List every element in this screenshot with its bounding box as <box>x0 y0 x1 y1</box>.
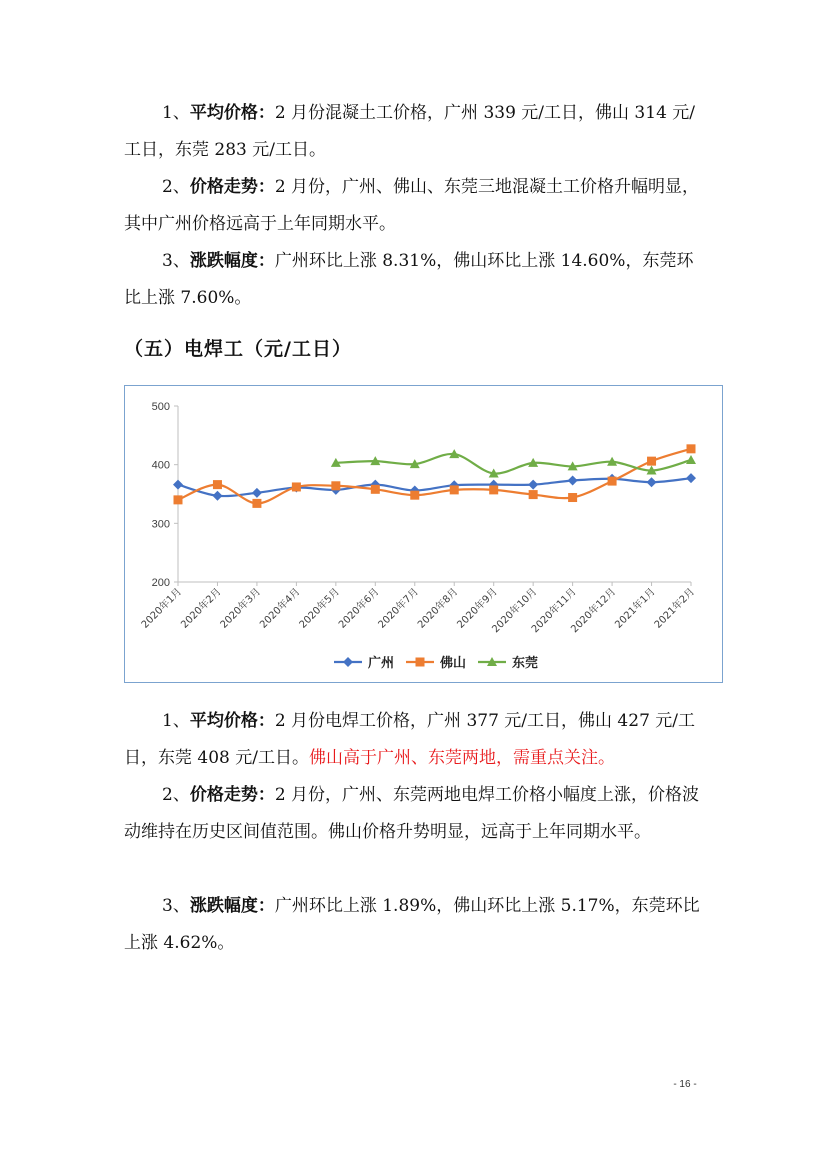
bold-label: 价格走势： <box>189 177 275 197</box>
y-tick-label: 400 <box>151 459 170 472</box>
data-point <box>568 476 578 486</box>
data-point <box>173 480 183 490</box>
bold-label: 价格走势： <box>189 785 275 805</box>
legend-marker <box>343 657 353 667</box>
paragraph-text: 2 月份混凝土工价格，广州 339 元/工日，佛山 314 元/工日，东莞 283 元/工日。 <box>124 103 696 160</box>
section-heading-welder: （五）电焊工（元/工日） <box>124 338 352 360</box>
data-point <box>450 485 459 494</box>
x-tick-label: 2020年2月 <box>179 586 224 631</box>
bold-label: 平均价格： <box>189 711 275 731</box>
data-point <box>410 491 419 500</box>
data-point <box>529 490 538 499</box>
x-tick-label: 2020年5月 <box>297 586 342 631</box>
welder-change-paragraph <box>124 888 708 962</box>
legend-label: 广州 <box>368 656 395 671</box>
data-point <box>528 480 538 490</box>
paragraph-text: 2 月份，广州、东莞两地电焊工价格小幅度上涨，价格波动维持在历史区间值范围。佛山价格升势明显，远高于上年同期水平。 <box>124 785 700 842</box>
data-point <box>608 477 617 486</box>
x-tick-label: 2020年6月 <box>337 586 382 631</box>
x-tick-label: 2020年4月 <box>258 586 303 631</box>
x-tick-label: 2020年11月 <box>529 586 579 636</box>
x-tick-label: 2020年3月 <box>218 586 264 631</box>
data-point <box>568 493 577 502</box>
item-number: 2、 <box>162 785 190 805</box>
highlight-warning-text: 佛山高于广州、东莞两地，需重点关注。 <box>308 748 615 768</box>
data-point <box>212 491 222 501</box>
concrete-trend-paragraph <box>124 169 708 243</box>
item-number: 2、 <box>162 177 190 197</box>
data-point <box>647 457 656 466</box>
bold-label: 平均价格： <box>189 103 275 123</box>
welder-avg-price-paragraph <box>124 703 708 777</box>
item-number: 3、 <box>162 251 190 271</box>
data-point <box>252 499 261 508</box>
series-line-2 <box>336 454 691 474</box>
data-point <box>371 485 380 494</box>
data-point <box>252 488 262 498</box>
x-tick-label: 2021年1月 <box>613 586 658 631</box>
bold-label: 涨跌幅度： <box>189 251 275 271</box>
legend-label: 佛山 <box>440 656 467 671</box>
bold-label: 涨跌幅度： <box>189 896 275 916</box>
y-tick-label: 200 <box>151 577 170 589</box>
paragraph-text: 广州环比上涨 8.31%，佛山环比上涨 14.60%，东莞环比上涨 7.60%。 <box>124 251 694 308</box>
x-tick-label: 2021年2月 <box>652 586 698 631</box>
legend-marker <box>416 658 425 667</box>
legend-label: 东莞 <box>512 656 539 671</box>
x-tick-label: 2020年8月 <box>415 586 461 631</box>
x-tick-label: 2020年1月 <box>139 586 185 631</box>
x-tick-label: 2020年10月 <box>490 586 540 636</box>
x-tick-label: 2020年9月 <box>455 586 500 631</box>
page-number: - 16 - <box>673 1079 697 1090</box>
item-number: 1、 <box>162 103 190 123</box>
data-point <box>686 473 696 483</box>
concrete-change-paragraph <box>124 243 708 317</box>
data-point <box>686 455 696 464</box>
paragraph-text: 2 月份，广州、佛山、东莞三地混凝土工价格升幅明显，其中广州价格远高于上年同期水平。 <box>124 177 700 234</box>
data-point <box>331 481 340 490</box>
welder-price-chart <box>124 385 723 683</box>
item-number: 1、 <box>162 711 190 731</box>
item-number: 3、 <box>162 896 190 916</box>
x-tick-label: 2020年7月 <box>376 586 421 631</box>
y-tick-label: 300 <box>151 518 170 531</box>
data-point <box>213 480 222 489</box>
welder-trend-paragraph <box>124 777 708 851</box>
paragraph-text: 2 月份电焊工价格，广州 377 元/工日，佛山 427 元/工日，东莞 408 元/工日。 <box>124 711 696 768</box>
y-tick-label: 500 <box>151 401 170 413</box>
data-point <box>687 444 696 453</box>
data-point <box>489 485 498 494</box>
concrete-avg-price-paragraph <box>124 95 708 169</box>
data-point <box>174 495 183 504</box>
data-point <box>292 482 301 491</box>
data-point <box>647 477 657 487</box>
paragraph-text: 广州环比上涨 1.89%，佛山环比上涨 5.17%，东莞环比上涨 4.62%。 <box>124 896 700 953</box>
line-chart-svg <box>125 386 722 682</box>
x-tick-label: 2020年12月 <box>569 586 619 636</box>
